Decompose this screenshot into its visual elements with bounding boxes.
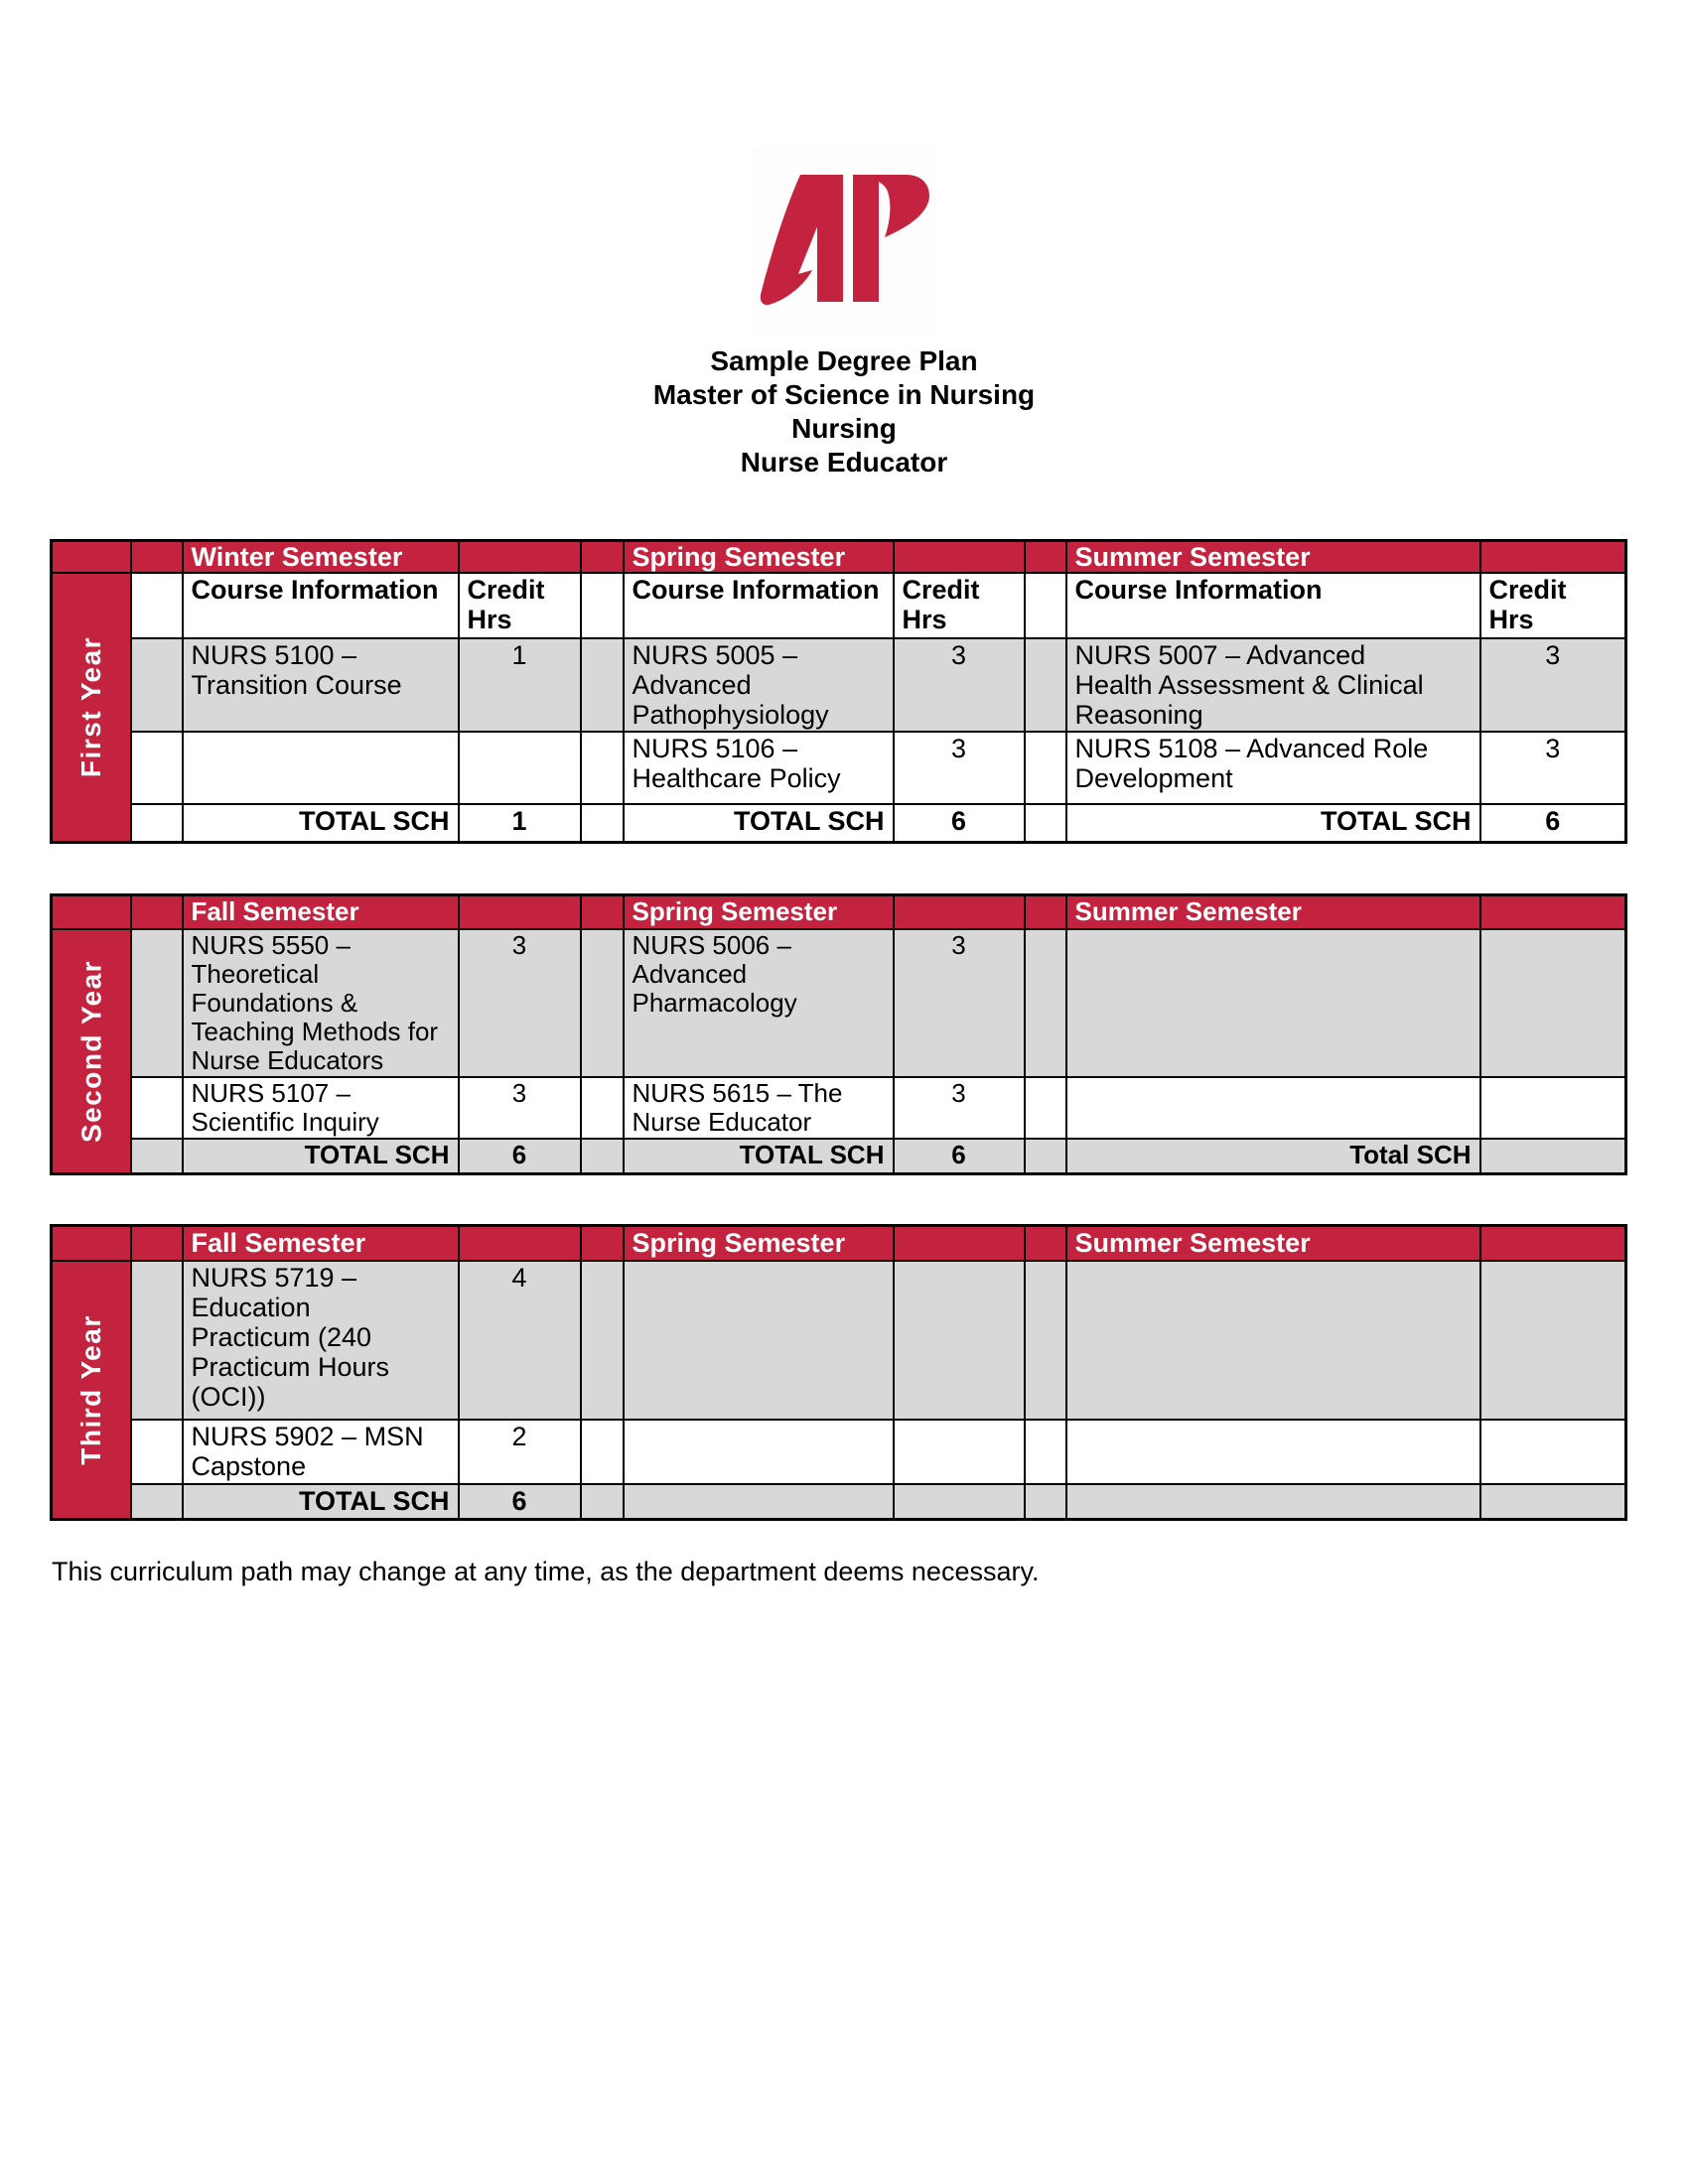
year-column-header-cell [52, 895, 131, 929]
spacer-cell [131, 1139, 183, 1174]
spacer-cell [581, 1484, 624, 1520]
spacer-cell [1025, 1484, 1066, 1520]
spacer-cell [581, 895, 624, 929]
course-cell: NURS 5108 – Advanced Role Development [1066, 732, 1480, 804]
credit-header-filler-cell [894, 895, 1025, 929]
credit-cell: 3 [894, 1077, 1025, 1139]
spacer-cell [581, 1261, 624, 1420]
total-value-cell [1480, 1139, 1626, 1174]
total-value-cell: 6 [894, 804, 1025, 842]
credit-cell [1480, 929, 1626, 1077]
spacer-cell [1025, 541, 1066, 574]
spacer-cell [131, 732, 183, 804]
spacer-cell [131, 638, 183, 732]
spacer-cell [131, 573, 183, 638]
spacer-cell [1025, 1420, 1066, 1484]
spacer-cell [131, 1077, 183, 1139]
credit-cell: 3 [1480, 638, 1626, 732]
semester-header-third-year-1: Spring Semester [624, 1226, 894, 1261]
course-info-header: Course Information [183, 573, 459, 638]
credit-cell [1480, 1261, 1626, 1420]
semester-header-second-year-2: Summer Semester [1066, 895, 1480, 929]
total-label-cell: TOTAL SCH [183, 804, 459, 842]
credit-cell: 3 [459, 929, 581, 1077]
credit-cell: 3 [1480, 732, 1626, 804]
spacer-cell [1025, 929, 1066, 1077]
total-value-cell: 6 [459, 1484, 581, 1520]
spacer-cell [581, 541, 624, 574]
total-value-cell: 1 [459, 804, 581, 842]
course-cell [1066, 1077, 1480, 1139]
spacer-cell [1025, 732, 1066, 804]
year-label-cell [52, 1261, 131, 1520]
degree-plan-table-third-year [50, 1224, 1627, 1521]
course-cell [183, 732, 459, 804]
credit-header-filler-cell [459, 541, 581, 574]
total-label-cell: TOTAL SCH [1066, 804, 1480, 842]
total-label-cell [624, 1484, 894, 1520]
semester-header-second-year-0: Fall Semester [183, 895, 459, 929]
spacer-cell [1025, 1226, 1066, 1261]
course-cell: NURS 5902 – MSN Capstone [183, 1420, 459, 1484]
course-cell: NURS 5615 – The Nurse Educator [624, 1077, 894, 1139]
spacer-cell [1025, 804, 1066, 842]
spacer-cell [581, 1420, 624, 1484]
credit-cell: 2 [459, 1420, 581, 1484]
course-cell [624, 1420, 894, 1484]
credit-cell: 1 [459, 638, 581, 732]
spacer-cell [581, 1226, 624, 1261]
course-cell: NURS 5719 – Education Practicum (240 Practicum Hours (OCI)) [183, 1261, 459, 1420]
degree-plan-table-second-year [50, 893, 1627, 1175]
spacer-cell [1025, 1139, 1066, 1174]
spacer-cell [581, 732, 624, 804]
credit-hrs-header: Credit Hrs [894, 573, 1025, 638]
credit-hrs-header: Credit Hrs [1480, 573, 1626, 638]
spacer-cell [581, 638, 624, 732]
course-cell: NURS 5005 – Advanced Pathophysiology [624, 638, 894, 732]
year-label: First Year [74, 636, 106, 778]
credit-cell: 3 [894, 929, 1025, 1077]
credit-header-filler-cell [1480, 1226, 1626, 1261]
total-label-cell: TOTAL SCH [183, 1484, 459, 1520]
total-value-cell: 6 [1480, 804, 1626, 842]
footer-note: This curriculum path may change at any time, as the department deems necessary. [52, 1557, 1040, 1586]
total-label-cell: Total SCH [1066, 1139, 1480, 1174]
course-cell: NURS 5550 – Theoretical Foundations & Teaching Methods for Nurse Educators [183, 929, 459, 1077]
spacer-cell [131, 1420, 183, 1484]
spacer-cell [131, 541, 183, 574]
year-label: Third Year [74, 1314, 106, 1465]
credit-cell: 3 [459, 1077, 581, 1139]
total-value-cell [894, 1484, 1025, 1520]
credit-cell [459, 732, 581, 804]
spacer-cell [131, 1484, 183, 1520]
year-label: Second Year [75, 959, 107, 1143]
credit-cell: 3 [894, 732, 1025, 804]
spacer-cell [131, 804, 183, 842]
title-line-2: Master of Science in Nursing [652, 379, 1036, 410]
course-cell [1066, 1420, 1480, 1484]
semester-header-first-year-0: Winter Semester [183, 541, 459, 574]
semester-header-third-year-0: Fall Semester [183, 1226, 459, 1261]
spacer-cell [1025, 638, 1066, 732]
spacer-cell [1025, 1077, 1066, 1139]
credit-cell [1480, 1420, 1626, 1484]
spacer-cell [581, 1139, 624, 1174]
semester-header-second-year-1: Spring Semester [624, 895, 894, 929]
total-value-cell [1480, 1484, 1626, 1520]
course-cell: NURS 5100 – Transition Course [183, 638, 459, 732]
course-cell [624, 1261, 894, 1420]
spacer-cell [581, 929, 624, 1077]
total-label-cell: TOTAL SCH [183, 1139, 459, 1174]
credit-header-filler-cell [894, 1226, 1025, 1261]
course-cell: NURS 5107 – Scientific Inquiry [183, 1077, 459, 1139]
spacer-cell [131, 929, 183, 1077]
credit-header-filler-cell [459, 895, 581, 929]
spacer-cell [131, 1226, 183, 1261]
credit-cell [894, 1261, 1025, 1420]
spacer-cell [131, 1261, 183, 1420]
year-column-header-cell [52, 1226, 131, 1261]
total-value-cell: 6 [459, 1139, 581, 1174]
ap-logo [752, 147, 936, 334]
credit-hrs-header: Credit Hrs [459, 573, 581, 638]
credit-cell [1480, 1077, 1626, 1139]
semester-header-first-year-1: Spring Semester [624, 541, 894, 574]
credit-header-filler-cell [894, 541, 1025, 574]
course-cell: NURS 5007 – Advanced Health Assessment & Clinical Reasoning [1066, 638, 1480, 732]
title-line-3: Nursing [791, 413, 897, 444]
total-label-cell: TOTAL SCH [624, 1139, 894, 1174]
course-cell: NURS 5006 – Advanced Pharmacology [624, 929, 894, 1077]
ap-monogram-icon [759, 175, 929, 306]
degree-plan-table-first-year [50, 539, 1627, 844]
course-cell: NURS 5106 – Healthcare Policy [624, 732, 894, 804]
course-cell [1066, 929, 1480, 1077]
title-line-1: Sample Degree Plan [710, 345, 978, 376]
credit-header-filler-cell [1480, 895, 1626, 929]
credit-header-filler-cell [1480, 541, 1626, 574]
spacer-cell [1025, 895, 1066, 929]
spacer-cell [1025, 573, 1066, 638]
credit-header-filler-cell [459, 1226, 581, 1261]
course-info-header: Course Information [624, 573, 894, 638]
year-label-cell [52, 573, 131, 842]
total-label-cell: TOTAL SCH [624, 804, 894, 842]
credit-cell [894, 1420, 1025, 1484]
spacer-cell [581, 1077, 624, 1139]
semester-header-first-year-2: Summer Semester [1066, 541, 1480, 574]
total-label-cell [1066, 1484, 1480, 1520]
course-info-header: Course Information [1066, 573, 1480, 638]
credit-cell: 4 [459, 1261, 581, 1420]
spacer-cell [581, 804, 624, 842]
spacer-cell [581, 573, 624, 638]
total-value-cell: 6 [894, 1139, 1025, 1174]
spacer-cell [1025, 1261, 1066, 1420]
credit-cell: 3 [894, 638, 1025, 732]
course-cell [1066, 1261, 1480, 1420]
page-title [0, 344, 1688, 479]
title-line-4: Nurse Educator [740, 447, 948, 478]
semester-header-third-year-2: Summer Semester [1066, 1226, 1480, 1261]
spacer-cell [131, 895, 183, 929]
year-column-header-cell [52, 541, 131, 574]
year-label-cell [52, 929, 131, 1174]
